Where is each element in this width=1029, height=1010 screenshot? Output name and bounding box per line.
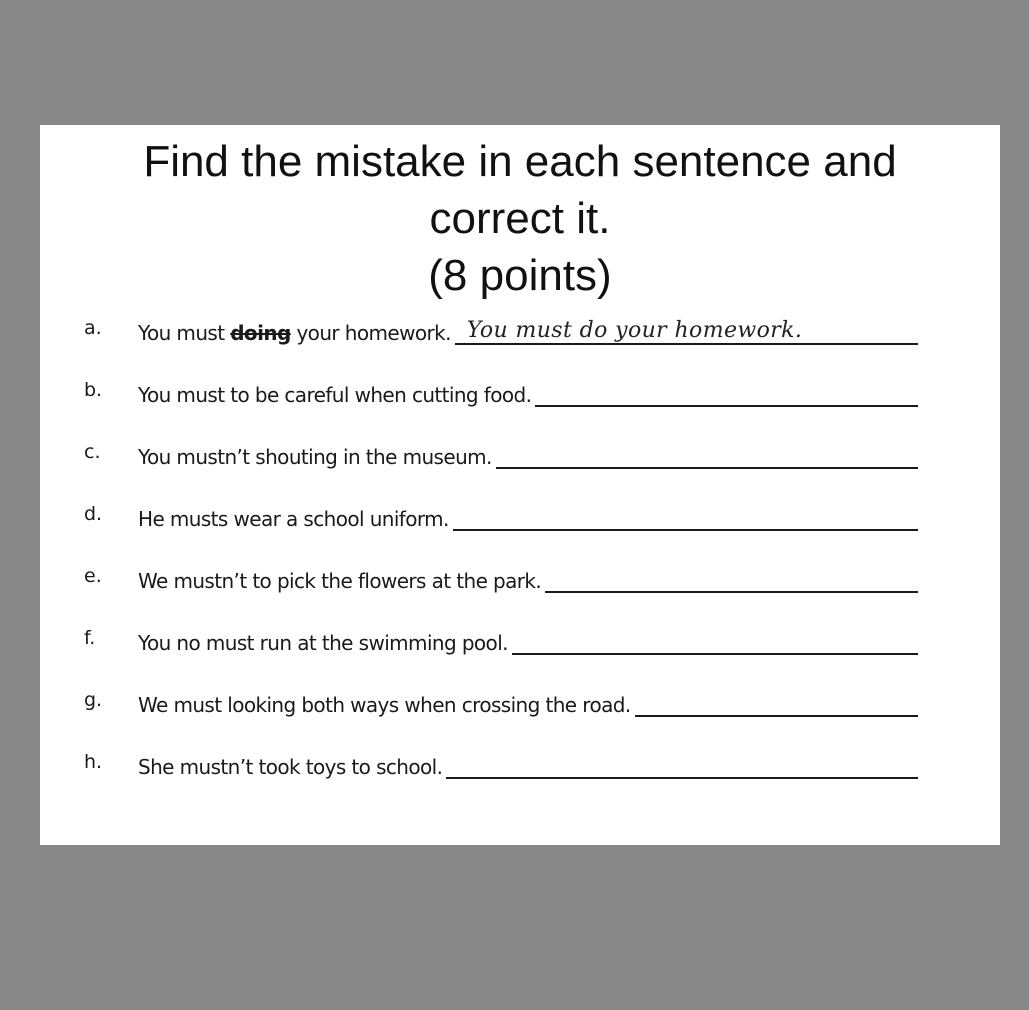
answer-line[interactable] (512, 623, 918, 655)
answer-line[interactable] (635, 685, 918, 717)
answer-line[interactable] (545, 561, 918, 593)
item-letter: a. (84, 317, 102, 339)
exercise-item-h (40, 745, 1000, 785)
exercise-item-d (40, 497, 1000, 537)
item-letter: e. (84, 565, 102, 587)
item-letter: c. (84, 441, 101, 463)
exercise-item-f (40, 621, 1000, 661)
answer-line[interactable] (496, 437, 918, 469)
crossed-out-word: doing (230, 321, 291, 345)
item-letter: b. (84, 379, 103, 401)
item-sentence: You no must run at the swimming pool. (138, 631, 508, 655)
handwritten-answer: You must do your homework. (466, 318, 803, 343)
worksheet (40, 125, 1000, 845)
sentence-part-after: your homework. (290, 321, 451, 345)
item-letter: f. (84, 627, 96, 649)
item-sentence: You must to be careful when cutting food. (138, 383, 532, 407)
exercise-item-e (40, 559, 1000, 599)
exercise-item-g (40, 683, 1000, 723)
item-sentence: We must looking both ways when crossing the road. (138, 693, 631, 717)
title-line-2: correct it. (429, 194, 611, 243)
worksheet-title (40, 133, 1000, 304)
answer-line[interactable] (455, 313, 918, 345)
answer-line[interactable] (535, 375, 918, 407)
item-sentence: He musts wear a school uniform. (138, 507, 449, 531)
item-sentence (138, 321, 451, 351)
exercise-item-c (40, 435, 1000, 475)
title-line-1: Find the mistake in each sentence and (143, 137, 897, 186)
answer-line[interactable] (446, 747, 918, 779)
exercise-item-a (40, 311, 1000, 351)
item-sentence: You mustn’t shouting in the museum. (138, 445, 492, 469)
title-line-3: (8 points) (428, 251, 612, 300)
sentence-part-before: You must (138, 321, 231, 345)
item-letter: g. (84, 689, 103, 711)
item-letter: h. (84, 751, 103, 773)
item-sentence: We mustn’t to pick the flowers at the park. (138, 569, 542, 593)
exercise-item-b (40, 373, 1000, 413)
item-letter: d. (84, 503, 103, 525)
item-sentence: She mustn’t took toys to school. (138, 755, 443, 779)
answer-line[interactable] (453, 499, 918, 531)
